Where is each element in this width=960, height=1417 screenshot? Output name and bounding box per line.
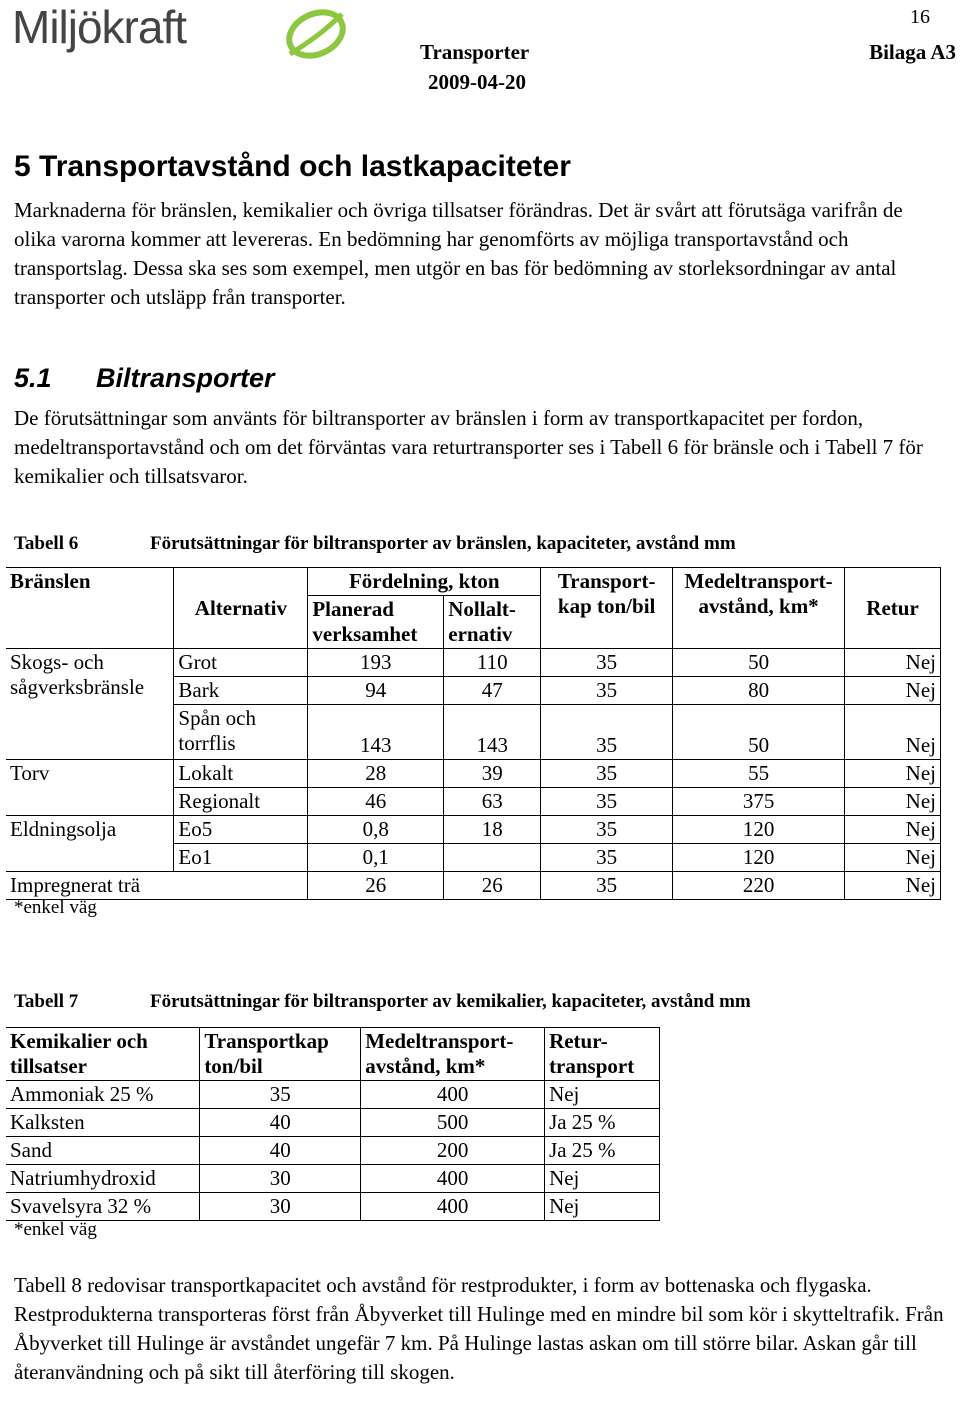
- distance-cell: 50: [673, 649, 845, 677]
- subsection-paragraph: De förutsättningar som använts för biltransporter av bränslen i form av transportkapacitet per fordon, medeltransportavstånd och om det förväntas vara returtransporter ses i Tabell 6 för bränsle och i Tabell 7 för kemikalier och tillsatsvaror.: [14, 406, 923, 488]
- distance-cell: 220: [673, 872, 845, 900]
- document-date: 2009-04-20: [428, 70, 526, 94]
- planned-cell: 0,1: [308, 844, 444, 872]
- zero-cell: 110: [444, 649, 541, 677]
- chem-cell: Svavelsyra 32 %: [6, 1193, 200, 1221]
- capacity-cell: 35: [541, 872, 673, 900]
- header-distance: Medeltransport-avstånd, km*: [361, 1028, 545, 1081]
- table-row: [6, 1137, 660, 1165]
- table-row: [6, 1081, 660, 1109]
- return-cell: Nej: [845, 844, 941, 872]
- logo-text: Miljökraft: [12, 1, 187, 53]
- zero-cell: 47: [444, 677, 541, 705]
- fuel-cell: Impregnerat trä: [6, 872, 308, 900]
- subsection-heading: [14, 363, 275, 394]
- fuel-cell: Torv: [6, 760, 174, 816]
- capacity-cell: 35: [541, 844, 673, 872]
- alt-cell: Spån och torrflis: [174, 705, 308, 760]
- subsection-title: Biltransporter: [96, 363, 275, 393]
- table7-label: Tabell 7: [14, 991, 79, 1012]
- return-cell: Nej: [545, 1165, 660, 1193]
- page-number: 16: [910, 6, 930, 28]
- header-capacity: Transport-kap ton/bil: [541, 568, 673, 649]
- table-row: [6, 1193, 660, 1221]
- leaf-logo-icon: [276, 4, 348, 62]
- return-cell: Nej: [845, 677, 941, 705]
- return-cell: Nej: [845, 816, 941, 844]
- return-cell: Ja 25 %: [545, 1137, 660, 1165]
- company-logo: [12, 2, 342, 64]
- capacity-cell: 40: [200, 1137, 361, 1165]
- planned-cell: 46: [308, 788, 444, 816]
- return-cell: Nej: [845, 872, 941, 900]
- chem-cell: Kalksten: [6, 1109, 200, 1137]
- zero-cell: 26: [444, 872, 541, 900]
- zero-cell: 143: [444, 705, 541, 760]
- zero-cell: 18: [444, 816, 541, 844]
- return-cell: Nej: [845, 705, 941, 760]
- table7-caption: Förutsättningar för biltransporter av kemikalier, kapaciteter, avstånd mm: [150, 991, 751, 1012]
- chemicals-table: [6, 1027, 660, 1221]
- table7-footnote: *enkel väg: [14, 1219, 97, 1240]
- table6-footnote: *enkel väg: [14, 897, 97, 918]
- distance-cell: 50: [673, 705, 845, 760]
- chem-cell: Ammoniak 25 %: [6, 1081, 200, 1109]
- header-distance: Medeltransport-avstånd, km*: [673, 568, 845, 649]
- capacity-cell: 40: [200, 1109, 361, 1137]
- planned-cell: 94: [308, 677, 444, 705]
- capacity-cell: 35: [541, 705, 673, 760]
- zero-cell: 63: [444, 788, 541, 816]
- table-row: [6, 872, 941, 900]
- subsection-number: 5.1: [14, 363, 52, 393]
- distance-cell: 120: [673, 844, 845, 872]
- capacity-cell: 35: [541, 677, 673, 705]
- table-row: [6, 1165, 660, 1193]
- return-cell: Nej: [845, 649, 941, 677]
- header-capacity: Transportkap ton/bil: [200, 1028, 361, 1081]
- planned-cell: 28: [308, 760, 444, 788]
- capacity-cell: 35: [200, 1081, 361, 1109]
- capacity-cell: 35: [541, 788, 673, 816]
- alt-cell: Grot: [174, 649, 308, 677]
- table6-caption: Förutsättningar för biltransporter av bränslen, kapaciteter, avstånd mm: [150, 533, 736, 554]
- alt-cell: Eo1: [174, 844, 308, 872]
- planned-cell: 193: [308, 649, 444, 677]
- header-planned: Planerad verksamhet: [308, 596, 444, 649]
- distance-cell: 400: [361, 1165, 545, 1193]
- distance-cell: 120: [673, 816, 845, 844]
- planned-cell: 26: [308, 872, 444, 900]
- alt-cell: Eo5: [174, 816, 308, 844]
- zero-cell: [444, 844, 541, 872]
- distance-cell: 80: [673, 677, 845, 705]
- closing-paragraph: Tabell 8 redovisar transportkapacitet och avstånd för restprodukter, i form av bottenaska och flygaska. Restprodukterna transporteras först från Åbyverket till Hulinge med en mindre bil som kör i skytteltrafik. Från Åbyverket till Hulinge är avståndet ungefär 7 km. På Hulinge lastas askan om till större bilar. Askan går till återanvändning och på sikt till återföring till skogen.: [14, 1273, 944, 1384]
- intro-paragraph: Marknaderna för bränslen, kemikalier och övriga tillsatser förändras. Det är svårt att förutsäga varifrån de olika varorna kommer att levereras. En bedömning har genomförts av möjliga transportavstånd och transportslag. Dessa ska ses som exempel, men utgör en bas för bedömning av storleksordningar av antal transporter och utsläpp från transporter.: [14, 198, 903, 309]
- return-cell: Nej: [845, 788, 941, 816]
- header-return: Retur-transport: [545, 1028, 660, 1081]
- alt-cell: Bark: [174, 677, 308, 705]
- table6-label: Tabell 6: [14, 533, 79, 554]
- planned-cell: 143: [308, 705, 444, 760]
- capacity-cell: 35: [541, 649, 673, 677]
- distance-cell: 400: [361, 1193, 545, 1221]
- return-cell: Ja 25 %: [545, 1109, 660, 1137]
- return-cell: Nej: [545, 1081, 660, 1109]
- header-zero-alternative: Nollalt-ernativ: [444, 596, 541, 649]
- document-title: Transporter: [420, 40, 530, 64]
- table-row: [6, 816, 941, 844]
- header-return: Retur: [845, 568, 941, 649]
- fuel-cell: Skogs- och sågverksbränsle: [6, 649, 174, 760]
- alt-cell: Lokalt: [174, 760, 308, 788]
- chem-cell: Sand: [6, 1137, 200, 1165]
- table-row: [6, 1109, 660, 1137]
- capacity-cell: 30: [200, 1193, 361, 1221]
- distance-cell: 400: [361, 1081, 545, 1109]
- zero-cell: 39: [444, 760, 541, 788]
- planned-cell: 0,8: [308, 816, 444, 844]
- header-distribution: Fördelning, kton: [308, 568, 541, 596]
- alt-cell: Regionalt: [174, 788, 308, 816]
- return-cell: Nej: [545, 1193, 660, 1221]
- header-alternative: Alternativ: [174, 568, 308, 649]
- capacity-cell: 35: [541, 816, 673, 844]
- section-heading: 5 Transportavstånd och lastkapaciteter: [14, 150, 571, 183]
- distance-cell: 200: [361, 1137, 545, 1165]
- capacity-cell: 30: [200, 1165, 361, 1193]
- return-cell: Nej: [845, 760, 941, 788]
- distance-cell: 55: [673, 760, 845, 788]
- appendix-label: Bilaga A3: [869, 40, 956, 64]
- header-fuel: Bränslen: [6, 568, 174, 649]
- fuel-table: [6, 567, 941, 900]
- table-row: [6, 760, 941, 788]
- header-chemicals: Kemikalier och tillsatser: [6, 1028, 200, 1081]
- chem-cell: Natriumhydroxid: [6, 1165, 200, 1193]
- table-row: [6, 649, 941, 677]
- fuel-cell: Eldningsolja: [6, 816, 174, 872]
- distance-cell: 500: [361, 1109, 545, 1137]
- distance-cell: 375: [673, 788, 845, 816]
- capacity-cell: 35: [541, 760, 673, 788]
